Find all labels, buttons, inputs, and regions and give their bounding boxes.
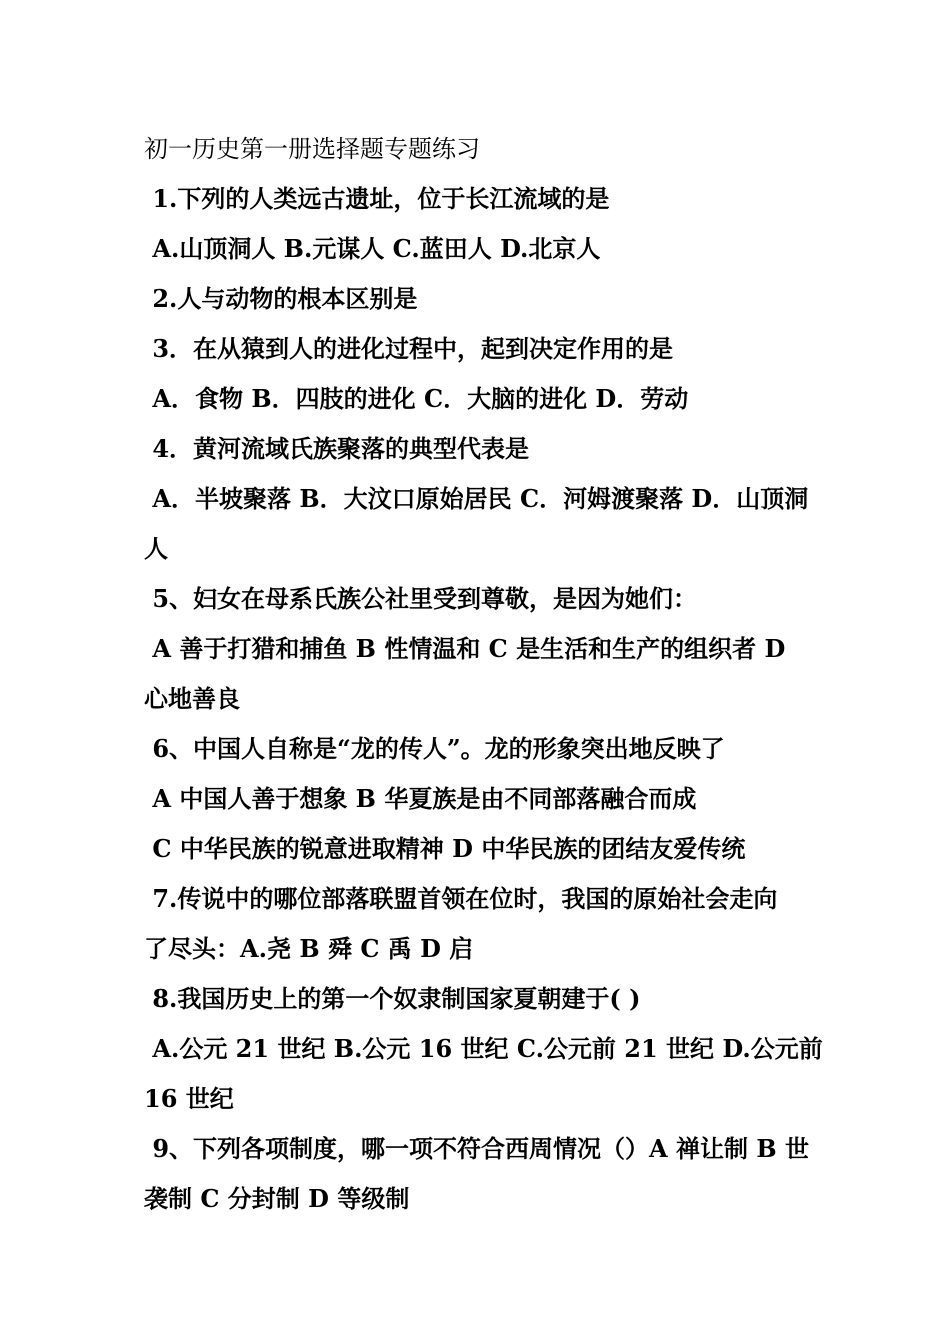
text-line: 8.我国历史上的第一个奴隶制国家夏朝建于( ) bbox=[144, 984, 641, 1013]
text-line: 了尽头：A.尧 B 舜 C 禹 D 启 bbox=[144, 934, 474, 963]
text-line: 7.传说中的哪位部落联盟首领在位时，我国的原始社会走向 bbox=[144, 884, 778, 913]
text-line: 4．黄河流域氏族聚落的典型代表是 bbox=[144, 434, 530, 463]
text-line: 人 bbox=[144, 534, 168, 563]
text-line: A.公元 21 世纪 B.公元 16 世纪 C.公元前 21 世纪 D.公元前 bbox=[144, 1034, 823, 1063]
text-line: 6、中国人自称是“龙的传人”。龙的形象突出地反映了 bbox=[144, 734, 725, 763]
text-line: A.山顶洞人 B.元谋人 C.蓝田人 D.北京人 bbox=[144, 234, 601, 263]
text-line: 心地善良 bbox=[144, 684, 240, 713]
text-line: A 善于打猎和捕鱼 B 性情温和 C 是生活和生产的组织者 D bbox=[144, 634, 786, 663]
text-line: 1.下列的人类远古遗址，位于长江流域的是 bbox=[144, 184, 610, 213]
text-line: 3．在从猿到人的进化过程中，起到决定作用的是 bbox=[144, 334, 674, 363]
text-line: 2.人与动物的根本区别是 bbox=[144, 284, 418, 313]
text-line: A．半坡聚落 B．大汶口原始居民 C．河姆渡聚落 D．山顶洞 bbox=[144, 484, 809, 513]
text-line: A．食物 B．四肢的进化 C．大脑的进化 D．劳动 bbox=[144, 384, 689, 413]
document-content bbox=[144, 124, 823, 1224]
text-line: A 中国人善于想象 B 华夏族是由不同部落融合而成 bbox=[144, 784, 697, 813]
text-line: 16 世纪 bbox=[144, 1084, 234, 1113]
document-title: 初一历史第一册选择题专题练习 bbox=[144, 135, 480, 163]
text-line: 9、下列各项制度，哪一项不符合西周情况（）A 禅让制 B 世 bbox=[144, 1134, 810, 1163]
text-line: 袭制 C 分封制 D 等级制 bbox=[144, 1184, 410, 1213]
text-line: 5、妇女在母系氏族公社里受到尊敬，是因为她们： bbox=[144, 584, 698, 613]
text-line: C 中华民族的锐意进取精神 D 中华民族的团结友爱传统 bbox=[144, 834, 746, 863]
